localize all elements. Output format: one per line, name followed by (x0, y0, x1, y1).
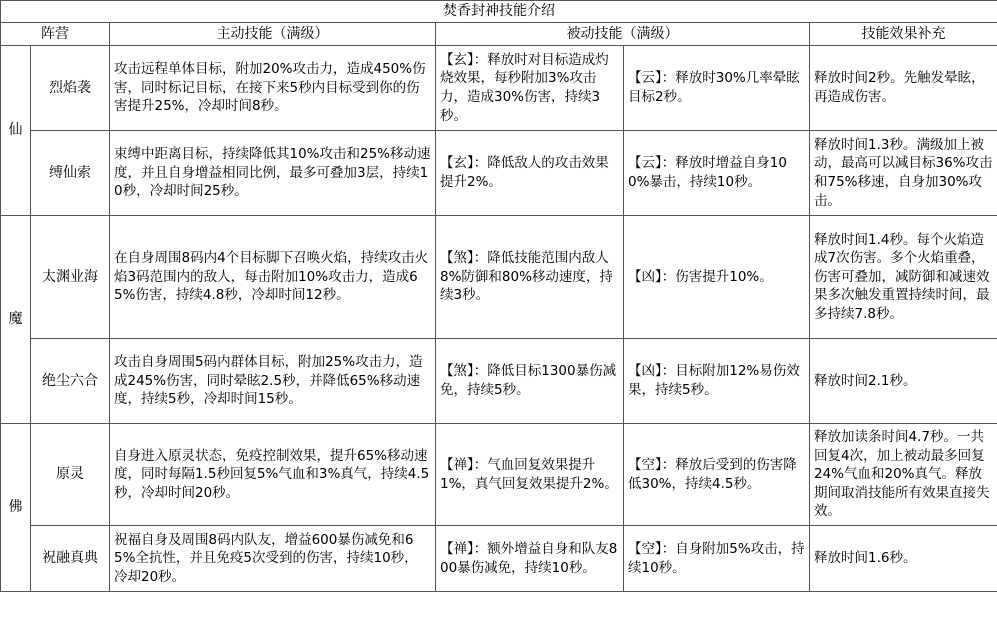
skill-name: 绝尘六合 (31, 339, 110, 424)
faction-cell: 佛 (1, 424, 31, 592)
skill-name: 烈焰袭 (31, 46, 110, 131)
passive-skill-a: 【玄】：释放时对目标造成灼烧效果，每秒附加3%攻击力，造成30%伤害，持续3秒。 (436, 46, 624, 131)
passive-skill-a: 【禅】：气血回复效果提升1%，真气回复效果提升2%。 (436, 424, 624, 526)
faction-cell: 魔 (1, 216, 31, 424)
passive-skill-b: 【云】：释放时增益自身100%暴击，持续10秒。 (624, 131, 810, 216)
active-skill-desc: 束缚中距离目标，持续降低其10%攻击和25%移动速度，并且自身增益相同比例，最多可叠加3层，持续10秒，冷却时间25秒。 (110, 131, 436, 216)
active-skill-desc: 攻击远程单体目标，附加20%攻击力，造成450%伤害，同时标记目标，在接下来5秒内目标受到你的伤害提升25%，冷却时间8秒。 (110, 46, 436, 131)
skill-notes: 释放加读条时间4.7秒。一共回复4次，加上被动最多回复24%气血和20%真气。释放期间取消技能所有效果直接失效。 (810, 424, 997, 526)
table-row (1, 46, 997, 131)
header-row (1, 23, 997, 46)
passive-skill-a: 【煞】：降低目标1300暴伤减免，持续5秒。 (436, 339, 624, 424)
skill-notes: 释放时间2秒。先触发晕眩，再造成伤害。 (810, 46, 997, 131)
passive-skill-b: 【凶】：目标附加12%易伤效果，持续5秒。 (624, 339, 810, 424)
table-row (1, 131, 997, 216)
header-passive-skill: 被动技能（满级） (436, 23, 810, 46)
skill-notes: 释放时间2.1秒。 (810, 339, 997, 424)
active-skill-desc: 自身进入原灵状态，免疫控制效果，提升65%移动速度，同时每隔1.5秒回复5%气血和3%真气，持续4.5秒，冷却时间20秒。 (110, 424, 436, 526)
passive-skill-b: 【凶】：伤害提升10%。 (624, 216, 810, 339)
skill-notes: 释放时间1.3秒。满级加上被动，最高可以减目标36%攻击和75%移速，自身加30%攻击。 (810, 131, 997, 216)
passive-skill-a: 【玄】：降低敌人的攻击效果提升2%。 (436, 131, 624, 216)
skill-name: 缚仙索 (31, 131, 110, 216)
header-active-skill: 主动技能（满级） (110, 23, 436, 46)
passive-skill-a: 【煞】：降低技能范围内敌人8%防御和80%移动速度，持续3秒。 (436, 216, 624, 339)
passive-skill-b: 【云】：释放时30%几率晕眩目标2秒。 (624, 46, 810, 131)
skill-notes: 释放时间1.6秒。 (810, 526, 997, 592)
active-skill-desc: 攻击自身周围5码内群体目标，附加25%攻击力，造成245%伤害，同时晕眩2.5秒，并降低65%移动速度，持续5秒，冷却时间15秒。 (110, 339, 436, 424)
faction-cell: 仙 (1, 46, 31, 216)
passive-skill-b: 【空】：自身附加5%攻击，持续10秒。 (624, 526, 810, 592)
table-title: 焚香封神技能介绍 (1, 1, 997, 23)
table-row (1, 216, 997, 339)
skill-name: 原灵 (31, 424, 110, 526)
header-faction: 阵营 (1, 23, 110, 46)
table-row (1, 526, 997, 592)
skill-name: 祝融真典 (31, 526, 110, 592)
active-skill-desc: 祝福自身及周围8码内队友，增益600暴伤减免和65%全抗性，并且免疫5次受到的伤害，持续10秒，冷却20秒。 (110, 526, 436, 592)
skill-notes: 释放时间1.4秒。每个火焰造成7次伤害。多个火焰重叠，伤害可叠加，减防御和减速效果多次触发重置持续时间，最多持续7.8秒。 (810, 216, 997, 339)
title-row (1, 1, 997, 23)
table-row (1, 424, 997, 526)
header-notes: 技能效果补充 (810, 23, 997, 46)
passive-skill-a: 【禅】：额外增益自身和队友800暴伤减免，持续10秒。 (436, 526, 624, 592)
table-row (1, 339, 997, 424)
skill-name: 太渊业海 (31, 216, 110, 339)
passive-skill-b: 【空】：释放后受到的伤害降低30%，持续4.5秒。 (624, 424, 810, 526)
active-skill-desc: 在自身周围8码内4个目标脚下召唤火焰，持续攻击火焰3码范围内的敌人，每击附加10%攻击力，造成65%伤害，持续4.8秒，冷却时间12秒。 (110, 216, 436, 339)
